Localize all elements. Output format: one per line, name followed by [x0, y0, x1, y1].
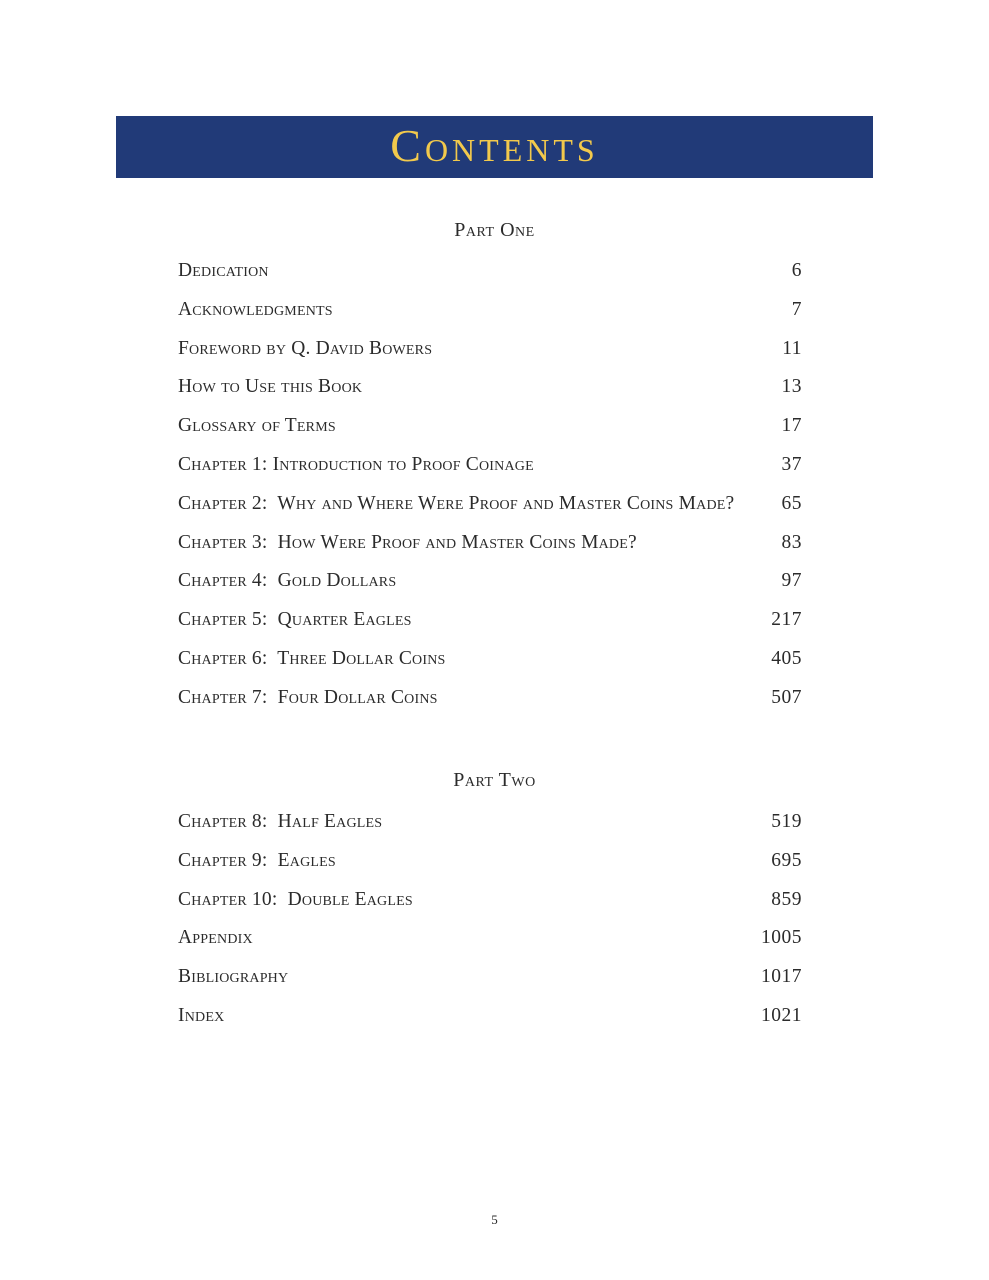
- toc-entry-page: 65: [781, 492, 802, 514]
- toc-entry-title: Chapter 6: Three Dollar Coins: [178, 647, 446, 669]
- part-two-heading: Part Two: [453, 769, 536, 791]
- page-number: 5: [491, 1212, 498, 1227]
- toc-entry[interactable]: [178, 338, 802, 377]
- toc-entry-page: 405: [771, 647, 802, 669]
- toc-entry-title: Foreword by Q. David Bowers: [178, 337, 433, 359]
- part-two-toc: [178, 811, 802, 1044]
- part-one-heading: Part One: [454, 219, 535, 241]
- toc-entry-title: Chapter 9: Eagles: [178, 849, 336, 871]
- toc-entry-title: How to Use this Book: [178, 376, 363, 398]
- toc-entry[interactable]: [178, 850, 802, 889]
- toc-entry-page: 6: [791, 260, 802, 281]
- toc-entry-title: Chapter 3: How Were Proof and Master Coins Made?: [178, 531, 637, 553]
- toc-entry[interactable]: [178, 811, 802, 850]
- toc-entry[interactable]: [178, 570, 802, 609]
- toc-entry-page: 13: [781, 376, 802, 398]
- toc-entry-page: 519: [771, 811, 802, 832]
- toc-entry-title: Appendix: [178, 927, 253, 949]
- toc-entry[interactable]: [178, 1005, 802, 1044]
- toc-entry[interactable]: [178, 687, 802, 726]
- toc-entry-title: Chapter 4: Gold Dollars: [178, 570, 397, 592]
- toc-entry-title: Bibliography: [178, 966, 289, 988]
- toc-entry-page: 217: [771, 609, 802, 631]
- toc-entry-page: 83: [781, 531, 802, 553]
- toc-entry-title: Chapter 7: Four Dollar Coins: [178, 686, 438, 708]
- toc-entry[interactable]: [178, 889, 802, 928]
- toc-entry-page: 695: [771, 849, 802, 871]
- toc-entry-title: Chapter 2: Why and Where Were Proof and Master Coins Made?: [178, 492, 735, 514]
- toc-entry[interactable]: [178, 966, 802, 1005]
- toc-entry-title: Chapter 1: Introduction to Proof Coinage: [178, 453, 534, 475]
- toc-entry-page: 1021: [761, 1004, 802, 1026]
- toc-entry[interactable]: [178, 415, 802, 454]
- part-one-toc: [178, 260, 802, 726]
- toc-entry-page: 507: [771, 686, 802, 708]
- toc-entry[interactable]: [178, 648, 802, 687]
- toc-entry-title: Acknowledgments: [178, 298, 333, 320]
- toc-entry-title: Chapter 5: Quarter Eagles: [178, 609, 412, 631]
- toc-entry[interactable]: [178, 609, 802, 648]
- toc-entry[interactable]: [178, 927, 802, 966]
- toc-entry[interactable]: [178, 260, 802, 299]
- toc-entry-title: Chapter 10: Double Eagles: [178, 888, 413, 910]
- toc-entry-page: 7: [791, 298, 802, 320]
- toc-entry[interactable]: [178, 532, 802, 571]
- toc-entry[interactable]: [178, 493, 802, 532]
- toc-entry[interactable]: [178, 376, 802, 415]
- toc-entry-page: 17: [781, 415, 802, 437]
- toc-entry-page: 1017: [761, 966, 802, 988]
- toc-entry-page: 37: [781, 453, 802, 475]
- toc-entry-title: Glossary of Terms: [178, 415, 336, 437]
- page-title: Contents: [390, 120, 599, 171]
- toc-entry-page: 859: [771, 888, 802, 910]
- toc-entry-page: 11: [782, 337, 802, 359]
- toc-entry[interactable]: [178, 454, 802, 493]
- toc-entry-title: Dedication: [178, 260, 269, 281]
- toc-entry-page: 1005: [761, 927, 802, 949]
- toc-entry[interactable]: [178, 299, 802, 338]
- contents-banner: [116, 116, 873, 178]
- toc-entry-title: Chapter 8: Half Eagles: [178, 811, 383, 832]
- toc-entry-title: Index: [178, 1004, 225, 1026]
- toc-entry-page: 97: [781, 570, 802, 592]
